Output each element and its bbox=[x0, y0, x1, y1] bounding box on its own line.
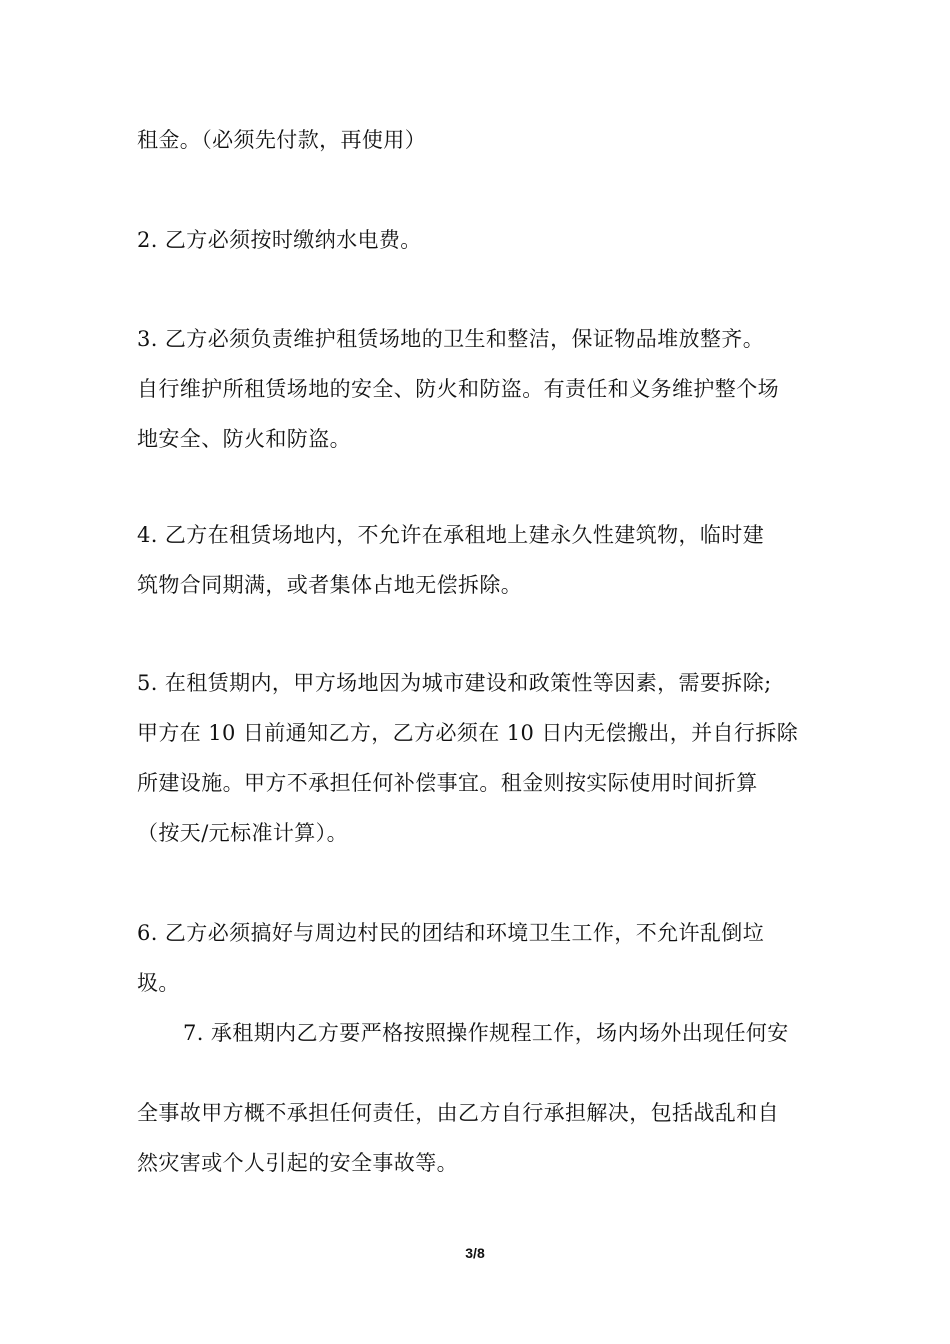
text-line: 6. 乙方必须搞好与周边村民的团结和环境卫生工作，不允许乱倒垃 bbox=[137, 921, 765, 945]
text-line: 甲方在 10 日前通知乙方，乙方必须在 10 日内无偿搬出，并自行拆除 bbox=[137, 721, 799, 745]
text-line: 3. 乙方必须负责维护租赁场地的卫生和整洁，保证物品堆放整齐。 bbox=[137, 327, 765, 351]
page-number: 3/8 bbox=[465, 1245, 485, 1261]
text-line: 租金。（必须先付款，再使用） bbox=[137, 128, 427, 152]
text-line: 全事故甲方概不承担任何责任，由乙方自行承担解决，包括战乱和自 bbox=[137, 1101, 779, 1125]
text-line: （按天/元标准计算）。 bbox=[137, 821, 348, 845]
text-line: 4. 乙方在租赁场地内，不允许在承租地上建永久性建筑物，临时建 bbox=[137, 523, 765, 547]
text-line: 地安全、防火和防盗。 bbox=[137, 427, 351, 451]
text-line: 5. 在租赁期内，甲方场地因为城市建设和政策性等因素，需要拆除; bbox=[137, 671, 772, 695]
text-line: 筑物合同期满，或者集体占地无偿拆除。 bbox=[137, 573, 523, 597]
text-line: 2. 乙方必须按时缴纳水电费。 bbox=[137, 228, 422, 252]
text-line: 然灾害或个人引起的安全事故等。 bbox=[137, 1151, 458, 1175]
text-line: 圾。 bbox=[137, 971, 180, 995]
text-line: 所建设施。甲方不承担任何补偿事宜。租金则按实际使用时间折算 bbox=[137, 771, 758, 795]
text-line: 自行维护所租赁场地的安全、防火和防盗。有责任和义务维护整个场 bbox=[137, 377, 779, 401]
text-line: 7. 承租期内乙方要严格按照操作规程工作，场内场外出现任何安 bbox=[183, 1021, 789, 1045]
